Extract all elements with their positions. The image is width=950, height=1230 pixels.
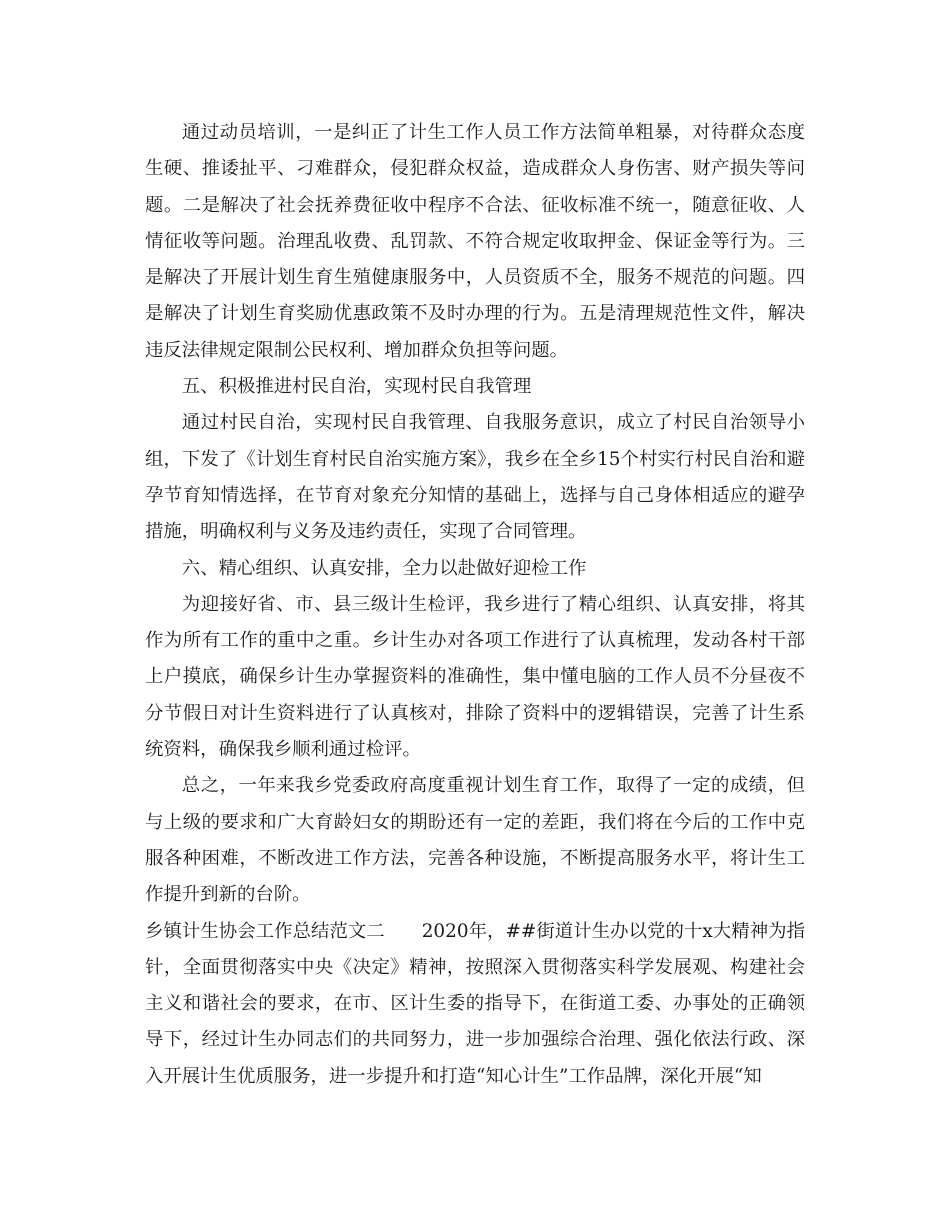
paragraph-inspection-prep: 为迎接好省、市、县三级计生检评，我乡进行了精心组织、认真安排，将其作为所有工作的重中之重。乡计生办对各项工作进行了认真梳理，发动各村干部上户摸底，确保乡计生办掌握资料的准确性，集中懂电脑的工作人员不分昼夜不分节假日对计生资料进行了认真核对，排除了资料中的逻辑错误，完善了计生系统资料，确保我乡顺利通过检评。	[145, 593, 805, 761]
document-body	[145, 115, 805, 1095]
paragraph-summary: 总之，一年来我乡党委政府高度重视计划生育工作，取得了一定的成绩，但与上级的要求和广大育龄妇女的期盼还有一定的差距，我们将在今后的工作中克服各种困难，不断改进工作方法，完善各种设施，不断提高服务水平，将计生工作提升到新的台阶。	[145, 775, 805, 906]
paragraph-sample-two: 乡镇计生协会工作总结范文二 2020年，##街道计生办以党的十x大精神为指针，全面贯彻落实中央《决定》精神，按照深入贯彻落实科学发展观、构建社会主义和谐社会的要求，在市、区计生委的指导下，在街道工委、办事处的正确领导下，经过计生办同志们的共同努力，进一步加强综合治理、强化依法行政、深入开展计生优质服务，进一步提升和打造“知心计生”工作品牌，深化开展“知	[145, 920, 805, 1087]
section-heading-6: 六、精心组织、认真安排，全力以赴做好迎检工作	[181, 557, 587, 579]
section-heading-5: 五、积极推进村民自治，实现村民自我管理	[181, 376, 532, 398]
paragraph-training-results: 通过动员培训，一是纠正了计生工作人员工作方法简单粗暴，对待群众态度生硬、推诿扯平、刁难群众，侵犯群众权益，造成群众人身伤害、财产损失等问题。二是解决了社会抚养费征收中程序不合法、征收标准不统一，随意征收、人情征收等问题。治理乱收费、乱罚款、不符合规定收取押金、保证金等行为。三是解决了开展计划生育生殖健康服务中，人员资质不全，服务不规范的问题。四是解决了计划生育奖励优惠政策不及时办理的行为。五是清理规范性文件，解决违反法律规定限制公民权利、增加群众负担等问题。	[145, 122, 805, 361]
paragraph-village-autonomy: 通过村民自治，实现村民自我管理、自我服务意识，成立了村民自治领导小组，下发了《计划生育村民自治实施方案》，我乡在全乡15个村实行村民自治和避孕节育知情选择，在节育对象充分知情的基础上，选择与自己身体相适应的避孕措施，明确权利与义务及违约责任，实现了合同管理。	[145, 412, 805, 543]
